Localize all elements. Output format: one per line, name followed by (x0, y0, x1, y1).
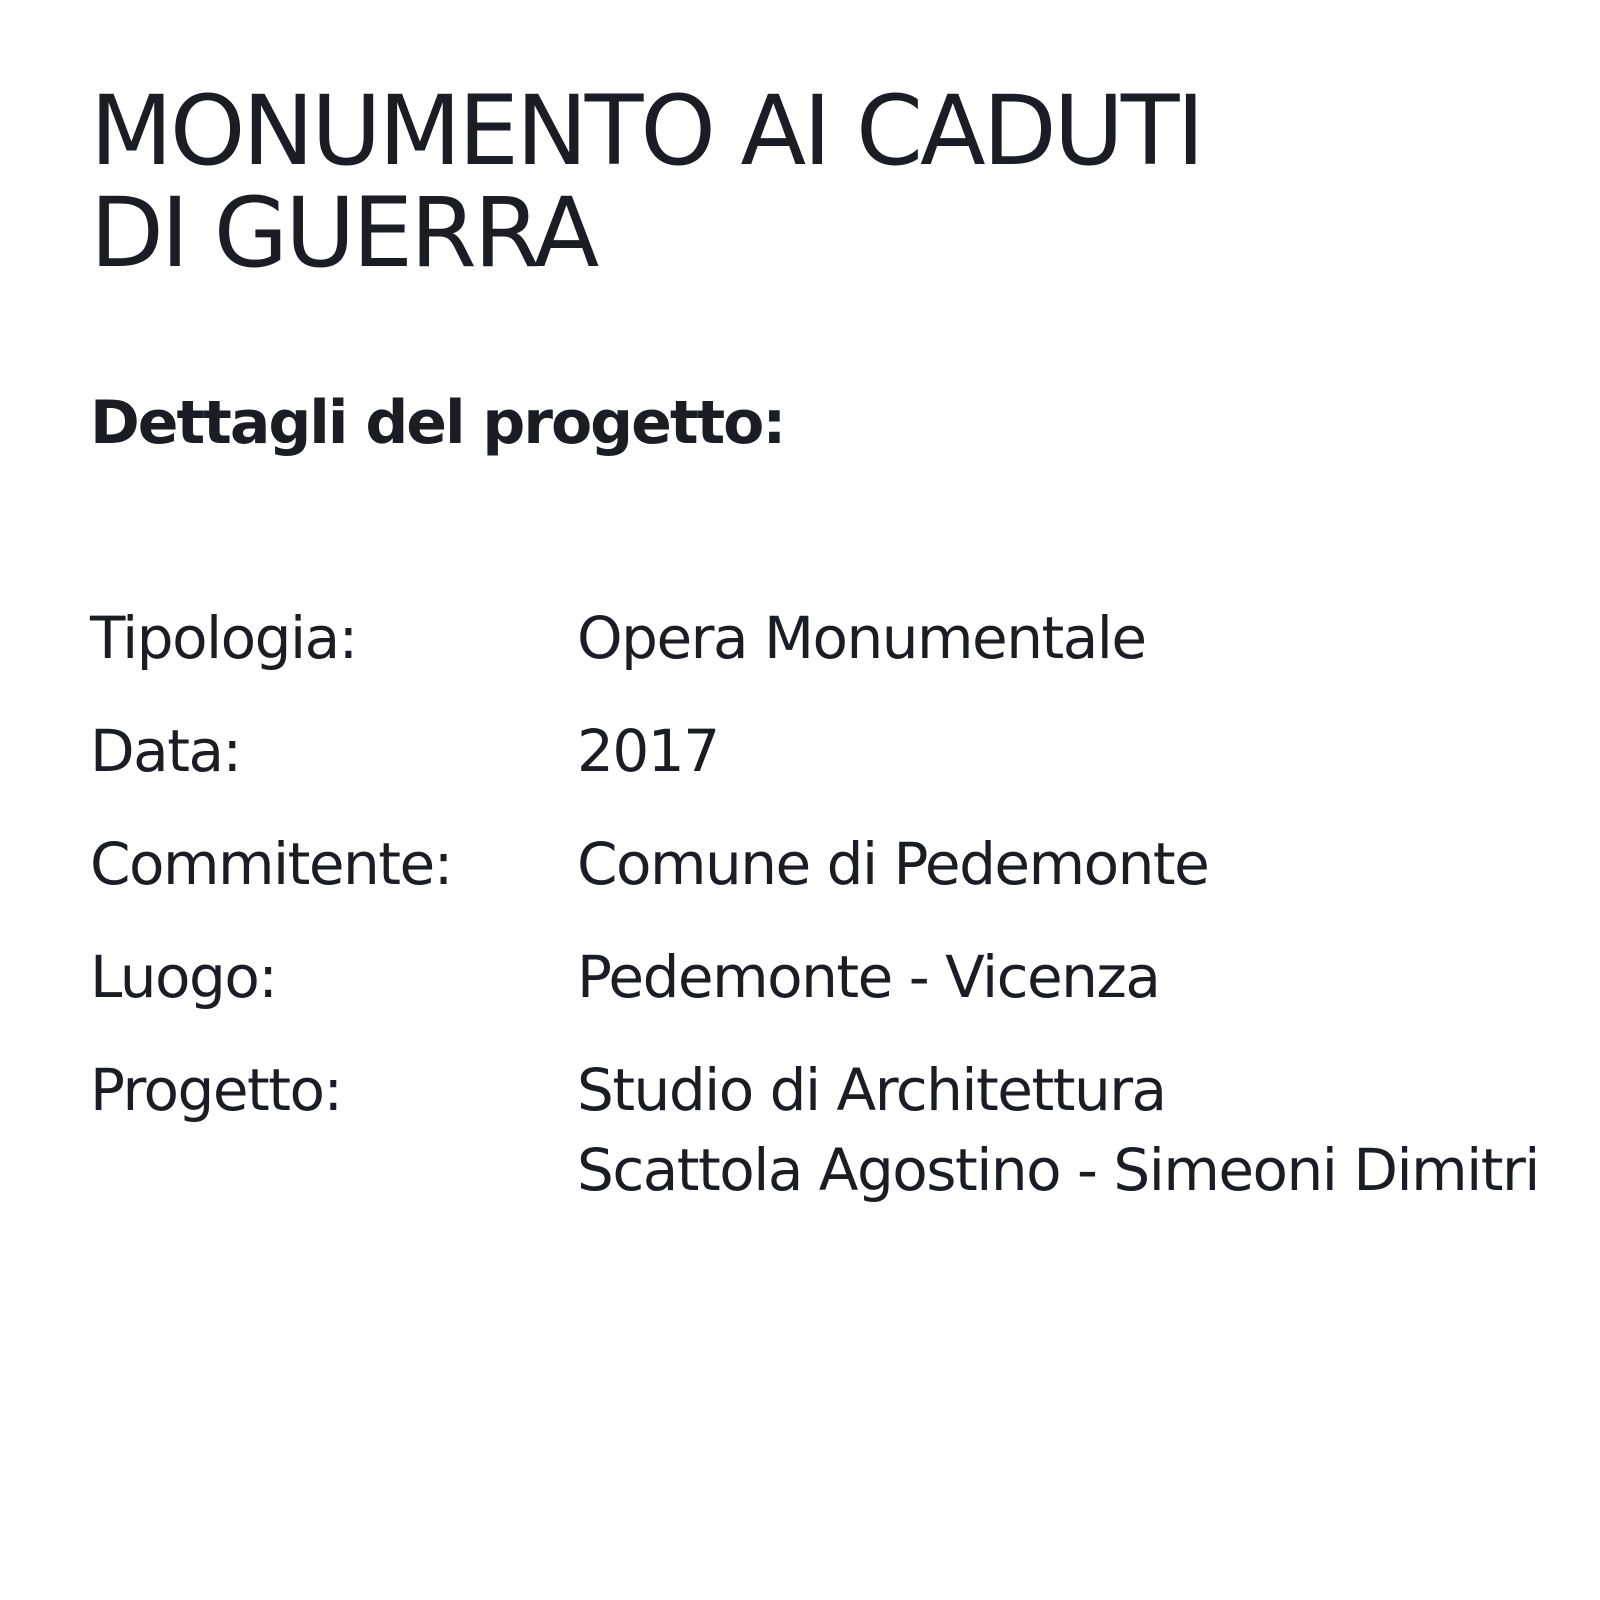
detail-value: Opera Monumentale (577, 604, 1146, 672)
page-title-line-2: DI GUERRA (90, 177, 597, 289)
detail-value: Comune di Pedemonte (577, 830, 1209, 898)
detail-row-tipologia (90, 598, 1570, 711)
detail-row-progetto (90, 1050, 1570, 1204)
detail-label: Data: (90, 717, 241, 785)
detail-value: 2017 (577, 717, 719, 785)
detail-label: Progetto: (90, 1056, 342, 1124)
project-details-list (90, 598, 1570, 1204)
detail-row-luogo (90, 937, 1570, 1050)
section-heading: Dettagli del progetto: (90, 388, 785, 458)
detail-label: Tipologia: (90, 604, 357, 672)
page-title (90, 75, 1202, 289)
detail-value: Pedemonte - Vicenza (577, 943, 1160, 1011)
detail-value (577, 1050, 1539, 1210)
detail-row-data (90, 711, 1570, 824)
detail-row-commitente (90, 824, 1570, 937)
detail-value-line-2: Scattola Agostino - Simeoni Dimitri (577, 1136, 1539, 1204)
detail-value-line-1: Studio di Architettura (577, 1056, 1166, 1124)
detail-label: Luogo: (90, 943, 277, 1011)
page-title-line-1: MONUMENTO AI CADUTI (90, 75, 1202, 187)
detail-label: Commitente: (90, 830, 452, 898)
